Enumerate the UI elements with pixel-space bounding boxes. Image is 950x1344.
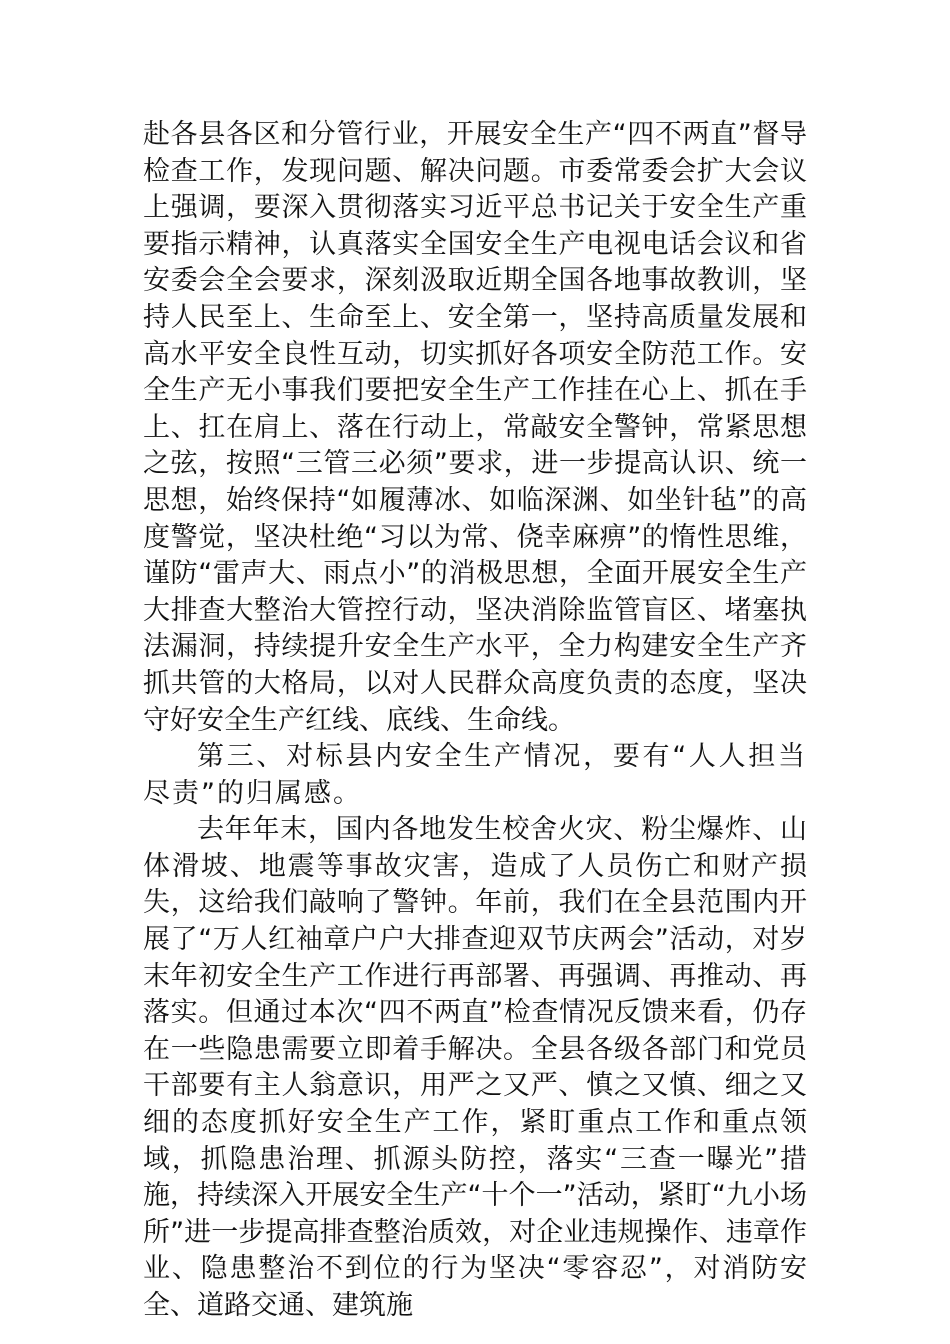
body-paragraph: 去年年末，国内各地发生校舍火灾、粉尘爆炸、山体滑坡、地震等事故灾害，造成了人员伤亡和财产损失，这给我们敲响了警钟。年前，我们在全县范围内开展了“万人红袖章户户大排查迎双节庆两会”活动，对岁末年初安全生产工作进行再部署、再强调、再推动、再落实。但通过本次“四不两直”检查情况反馈来看，仍存在一些隐患需要立即着手解决。全县各级各部门和党员干部要有主人翁意识，用严之又严、慎之又慎、细之又细的态度抓好安全生产工作，紧盯重点工作和重点领域，抓隐患治理、抓源头防控，落实“三查一曝光”措施，持续深入开展安全生产“十个一”活动，紧盯“九小场所”进一步提高排查整治质效，对企业违规操作、违章作业、隐患整治不到位的行为坚决“零容忍”，对消防安全、道路交通、建筑施 bbox=[143, 814, 807, 1321]
section-heading-third: 第三、对标县内安全生产情况，要有“人人担当尽责”的归属感。 bbox=[143, 741, 807, 809]
body-paragraph-continuation: 赴各县各区和分管行业，开展安全生产“四不两直”督导检查工作，发现问题、解决问题。市委常委会扩大会议上强调，要深入贯彻落实习近平总书记关于安全生产重要指示精神，认真落实全国安全生产电视电话会议和省安委会全会要求，深刻汲取近期全国各地事故教训，坚持人民至上、生命至上、安全第一，坚持高质量发展和高水平安全良性互动，切实抓好各项安全防范工作。安全生产无小事我们要把安全生产工作挂在心上、抓在手上、扛在肩上、落在行动上，常敲安全警钟，常紧思想之弦，按照“三管三必须”要求，进一步提高认识、统一思想，始终保持“如履薄冰、如临深渊、如坐针毡”的高度警觉，坚决杜绝“习以为常、侥幸麻痹”的惰性思维，谨防“雷声大、雨点小”的消极思想，全面开展安全生产大排查大整治大管控行动，坚决消除监管盲区、堵塞执法漏洞，持续提升安全生产水平，全力构建安全生产齐抓共管的大格局，以对人民群众高度负责的态度，坚决守好安全生产红线、底线、生命线。 bbox=[143, 119, 807, 736]
document-body bbox=[143, 117, 807, 1325]
